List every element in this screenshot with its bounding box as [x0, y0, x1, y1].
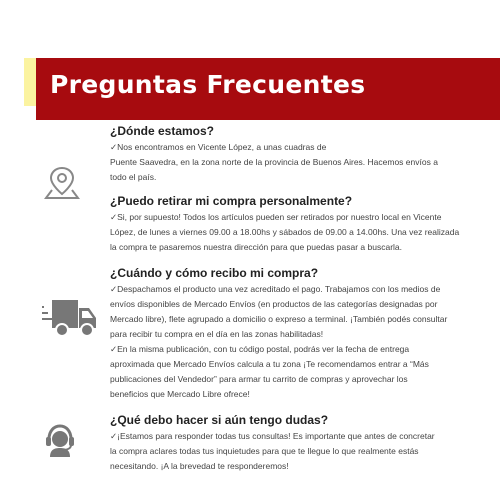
faq-question: ¿Qué debo hacer si aún tengo dudas?: [110, 413, 329, 427]
map-pin-icon: [44, 166, 80, 200]
header-banner: [36, 58, 500, 120]
page-title: Preguntas Frecuentes: [50, 70, 366, 99]
faq-answer: ✓¡Estamos para responder todas tus consultas! Es importante que antes de concretar la compra aclares todas tus inquietudes para que te llegue lo que realmente estás necesitando. ¡A la brevedad te responderemos!: [110, 431, 435, 471]
faq-question: ¿Puedo retirar mi compra personalmente?: [110, 194, 353, 208]
delivery-truck-icon: [42, 296, 98, 340]
faq-question: ¿Dónde estamos?: [110, 124, 215, 138]
faq-question: ¿Cuándo y cómo recibo mi compra?: [110, 266, 319, 280]
faq-item-questions: [110, 413, 492, 474]
faq-item-location: [110, 124, 492, 185]
faq-answer: ✓Si, por supuesto! Todos los artículos pueden ser retirados por nuestro local en Vicente López, de lunes a viernes 09.00 a 18.00hs y sábados de 09.00 a 14.00hs. Una vez realizada la compra te pasaremos nuestra dirección para que puedas pasar a buscarla.: [110, 212, 460, 252]
faq-item-pickup: [110, 194, 492, 255]
faq-item-delivery: [110, 266, 492, 402]
faq-answer: ✓Nos encontramos en Vicente López, a unas cuadras de Puente Saavedra, en la zona norte de la provincia de Buenos Aires. Hacemos envíos a todo el país.: [110, 142, 438, 182]
support-headset-icon: [44, 423, 76, 457]
faq-answer: ✓Despachamos el producto una vez acreditado el pago. Trabajamos con los medios de envíos disponibles de Mercado Envíos (en productos de las categorías designadas por Mercado libre), flete agrupado a domicilio o expreso a terminal. ¡También podés consultar para recibir tu compra en el día en las zonas habilitadas! ✓En la misma publicación, con tu código postal, podrás ver la fecha de entrega aproximada que Mercado Envíos calcula a tu zona ¡Te recomendamos entrar a “Más publicaciones del Vendedor” para armar tu carrito de compras y aprovechar los beneficios que Mercado Libre ofrece!: [110, 284, 448, 399]
